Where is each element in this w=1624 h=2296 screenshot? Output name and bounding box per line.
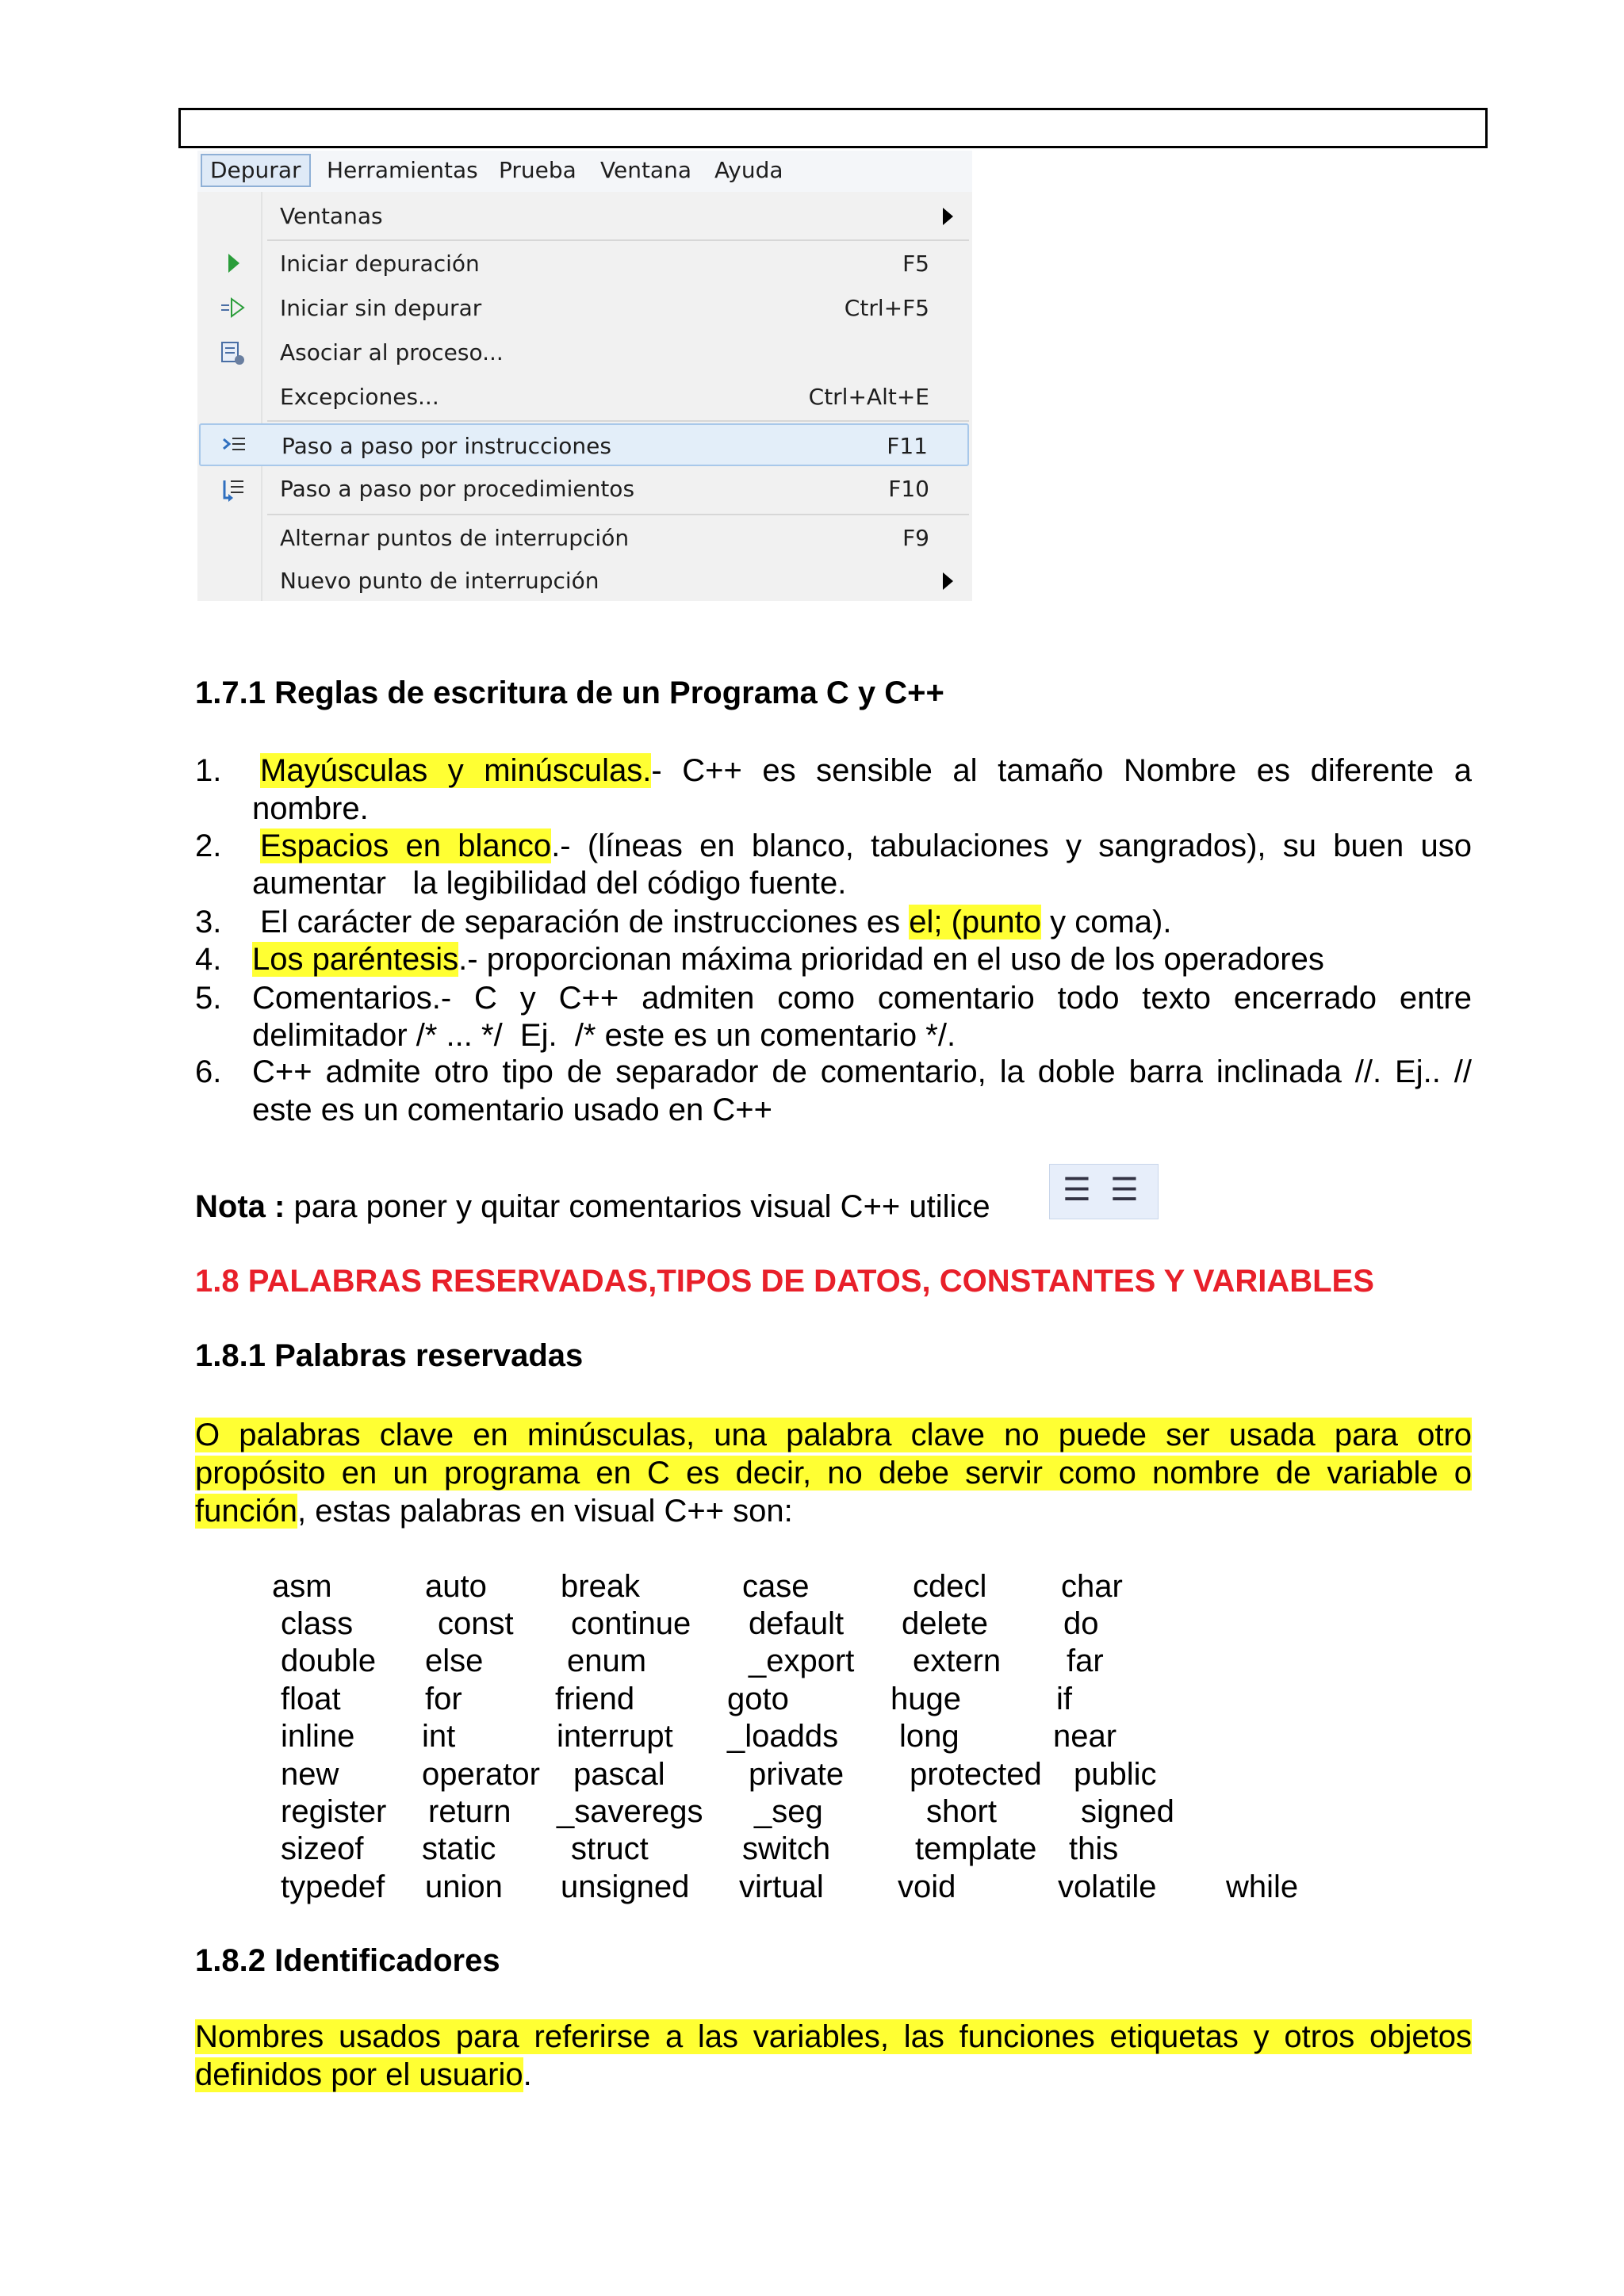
section-181-heading: 1.8.1 Palabras reservadas — [195, 1338, 584, 1373]
menu-bar — [197, 151, 972, 192]
keyword: switch — [742, 1831, 831, 1866]
debug-menu-screenshot — [197, 151, 972, 601]
keyword: asm — [272, 1569, 332, 1604]
keyword: struct — [571, 1831, 649, 1866]
keyword: while — [1226, 1869, 1299, 1904]
keyword: _export — [749, 1644, 855, 1678]
note-text: para poner y quitar comentarios visual C++ utilice — [285, 1189, 990, 1224]
menu-item-shortcut: Ctrl+Alt+E — [808, 384, 929, 410]
keyword: volatile — [1058, 1869, 1157, 1904]
menu-item-shortcut: F11 — [887, 433, 928, 459]
keyword: case — [742, 1569, 810, 1604]
keyword: _saveregs — [557, 1794, 703, 1829]
keyword: default — [749, 1606, 845, 1641]
menu-item-label: Alternar puntos de interrupción — [280, 525, 630, 551]
step-into-icon — [221, 434, 248, 458]
menu-item-label: Ventanas — [280, 203, 383, 229]
highlight-text: el; (punto — [909, 905, 1041, 939]
keyword: private — [749, 1757, 845, 1792]
keyword: double — [281, 1644, 377, 1678]
keyword: char — [1061, 1569, 1123, 1604]
keyword: static — [422, 1831, 496, 1866]
rule-2-line2: aumentar la legibilidad del código fuente. — [252, 866, 847, 901]
section-182-heading: 1.8.2 Identificadores — [195, 1943, 500, 1978]
keyword: _loadds — [727, 1719, 839, 1754]
rule-3-line1: El carácter de separación de instrucciones es el; (punto y coma). — [260, 905, 1172, 939]
keyword: break — [561, 1569, 641, 1604]
keyword: short — [926, 1794, 997, 1829]
keyword: class — [281, 1606, 354, 1641]
keyword: else — [425, 1644, 484, 1678]
header-box — [178, 108, 1488, 148]
menu-ventana[interactable]: Ventana — [600, 157, 691, 183]
keyword: for — [425, 1682, 462, 1716]
keyword: long — [899, 1719, 959, 1754]
keyword: do — [1063, 1606, 1099, 1641]
play-icon — [220, 252, 247, 276]
rule-5-number: 5. — [195, 981, 222, 1016]
identifiers-para-line1: Nombres usados para referirse a las variables, las funciones etiquetas y otros objetos — [195, 2019, 1472, 2054]
keyword: friend — [555, 1682, 635, 1716]
keyword: union — [425, 1869, 503, 1904]
submenu-arrow-icon — [943, 572, 953, 590]
menu-item-iniciar-sin-depurar[interactable] — [199, 287, 969, 330]
highlight-text: definidos por el usuario — [195, 2057, 523, 2092]
keyword: near — [1053, 1719, 1117, 1754]
keyword: int — [422, 1719, 456, 1754]
rule-3-number: 3. — [195, 905, 222, 939]
rule-5-line2: delimitador /* ... */ Ej. /* este es un comentario */. — [252, 1018, 956, 1053]
step-over-icon — [220, 477, 247, 501]
keyword: auto — [425, 1569, 487, 1604]
keyword: continue — [571, 1606, 691, 1641]
keyword: protected — [910, 1757, 1042, 1792]
keyword: virtual — [739, 1869, 824, 1904]
highlight-text: función — [195, 1494, 297, 1529]
dropdown-menu — [197, 192, 972, 601]
keyword: interrupt — [557, 1719, 673, 1754]
keyword: huge — [891, 1682, 961, 1716]
menu-item-ventanas[interactable] — [199, 195, 969, 238]
keyword: template — [915, 1831, 1037, 1866]
keyword: register — [281, 1794, 387, 1829]
menu-item-shortcut: F10 — [888, 476, 929, 502]
rule-1-line2: nombre. — [252, 791, 369, 826]
highlight-text: Espacios en blanco — [260, 828, 552, 863]
note-line — [195, 1188, 990, 1226]
rule-2-line1: Espacios en blanco.- (líneas en blanco, tabulaciones y sangrados), su buen uso — [260, 828, 1472, 863]
keyword: new — [281, 1757, 339, 1792]
comment-lines-icon: ☰ — [1063, 1173, 1091, 1207]
identifiers-para-line2: definidos por el usuario. — [195, 2057, 532, 2092]
menu-depurar[interactable]: Depurar — [201, 154, 311, 187]
rule-4-line1: Los paréntesis.- proporcionan máxima prioridad en el uso de los operadores — [252, 942, 1324, 977]
reserved-para-line2: propósito en un programa en C es decir, no debe servir como nombre de variable o — [195, 1456, 1472, 1490]
menu-item-label: Asociar al proceso... — [280, 339, 504, 365]
keyword: if — [1056, 1682, 1072, 1716]
menu-item-shortcut: F9 — [902, 525, 929, 551]
rule-6-line2: este es un comentario usado en C++ — [252, 1093, 772, 1127]
rule-1-number: 1. — [195, 753, 222, 788]
section-18-heading: 1.8 PALABRAS RESERVADAS,TIPOS DE DATOS, CONSTANTES Y VARIABLES — [195, 1264, 1374, 1299]
menu-separator — [267, 514, 969, 515]
keyword: void — [898, 1869, 956, 1904]
menu-separator — [267, 420, 969, 422]
menu-separator — [267, 239, 969, 241]
reserved-para-line1: O palabras clave en minúsculas, una palabra clave no puede ser usada para otro — [195, 1418, 1472, 1452]
keyword: enum — [567, 1644, 647, 1678]
menu-item-shortcut: Ctrl+F5 — [844, 295, 929, 321]
section-171-heading: 1.7.1 Reglas de escritura de un Programa C y C++ — [195, 675, 944, 710]
menu-item-paso-procedimientos[interactable] — [199, 468, 969, 511]
menu-item-label: Excepciones... — [280, 384, 439, 410]
menu-ayuda[interactable]: Ayuda — [714, 157, 783, 183]
rule-5-line1: Comentarios.- C y C++ admiten como comentario todo texto encerrado entre — [252, 981, 1472, 1016]
submenu-arrow-icon — [943, 208, 953, 225]
rule-6-number: 6. — [195, 1054, 222, 1089]
play-outline-icon — [220, 297, 247, 320]
menu-item-nuevo-punto[interactable] — [199, 560, 969, 603]
keyword: operator — [422, 1757, 540, 1792]
keyword: pascal — [573, 1757, 665, 1792]
menu-item-asociar-proceso[interactable] — [199, 331, 969, 374]
menu-item-iniciar-depuracion[interactable] — [199, 243, 969, 285]
keyword: signed — [1081, 1794, 1174, 1829]
rule-6-line1: C++ admite otro tipo de separador de comentario, la doble barra inclinada //. Ej.. // — [252, 1054, 1472, 1089]
menu-item-label: Paso a paso por procedimientos — [280, 476, 635, 502]
menu-prueba[interactable]: Prueba — [499, 157, 576, 183]
menu-item-paso-instrucciones[interactable] — [199, 423, 969, 466]
keyword: _seg — [754, 1794, 823, 1829]
keyword: cdecl — [913, 1569, 987, 1604]
keyword: goto — [727, 1682, 789, 1716]
menu-item-excepciones[interactable] — [199, 376, 969, 419]
rule-1-line1: Mayúsculas y minúsculas.- C++ es sensible al tamaño Nombre es diferente a — [260, 753, 1472, 788]
rule-4-number: 4. — [195, 942, 222, 977]
keyword: inline — [281, 1719, 355, 1754]
keyword: extern — [913, 1644, 1002, 1678]
menu-item-label: Iniciar depuración — [280, 251, 480, 277]
keyword: unsigned — [561, 1869, 690, 1904]
highlight-text: Mayúsculas y minúsculas. — [260, 753, 652, 788]
keyword: this — [1069, 1831, 1119, 1866]
attach-process-icon — [220, 341, 247, 365]
menu-herramientas[interactable]: Herramientas — [327, 157, 478, 183]
keyword: return — [428, 1794, 511, 1829]
menu-item-alternar-puntos[interactable] — [199, 517, 969, 560]
note-label: Nota : — [195, 1189, 285, 1224]
keyword: const — [438, 1606, 514, 1641]
rule-2-number: 2. — [195, 828, 222, 863]
comment-toolbar-image — [1049, 1164, 1159, 1219]
menu-item-label: Nuevo punto de interrupción — [280, 568, 599, 594]
keyword: typedef — [281, 1869, 385, 1904]
keyword: float — [281, 1682, 341, 1716]
menu-item-shortcut: F5 — [902, 251, 929, 277]
keyword: public — [1074, 1757, 1157, 1792]
reserved-para-line3: función, estas palabras en visual C++ son: — [195, 1494, 793, 1529]
keyword: sizeof — [281, 1831, 364, 1866]
keyword: far — [1067, 1644, 1104, 1678]
keyword: delete — [902, 1606, 988, 1641]
menu-item-label: Paso a paso por instrucciones — [282, 433, 611, 459]
uncomment-lines-icon: ☰ — [1110, 1173, 1139, 1207]
menu-item-label: Iniciar sin depurar — [280, 295, 482, 321]
highlight-text: Los paréntesis — [252, 942, 459, 977]
